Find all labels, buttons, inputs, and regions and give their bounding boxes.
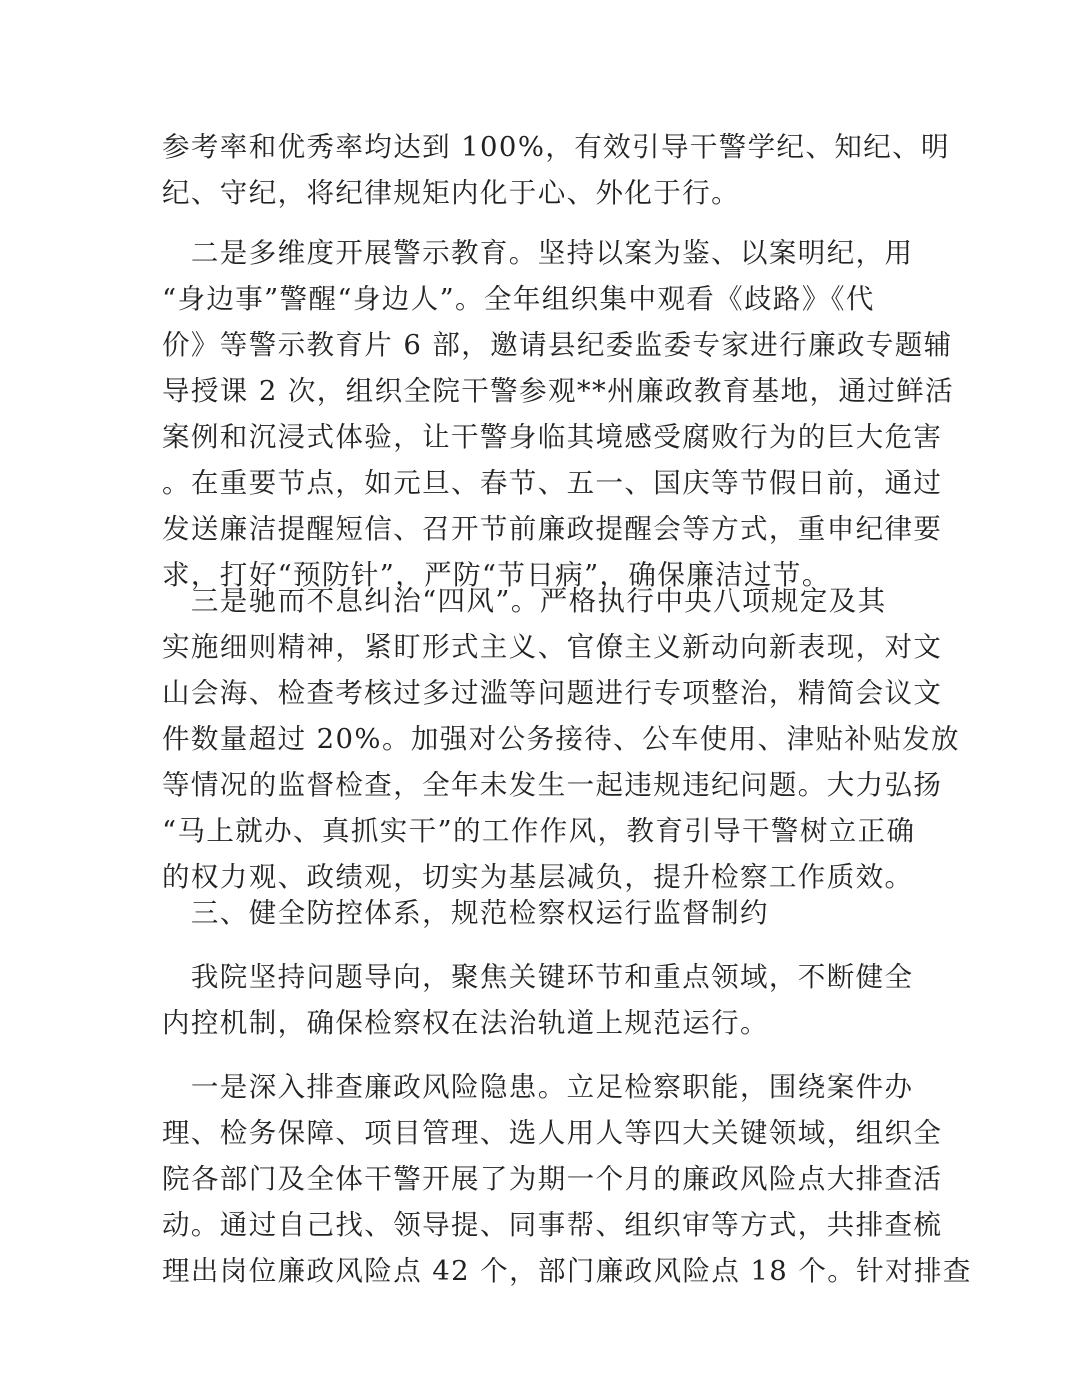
text-line: 我院坚持问题导向，聚焦关键环节和重点领域，不断健全 <box>162 961 914 993</box>
text-line: 理出岗位廉政风险点 42 个，部门廉政风险点 18 个。针对排查 <box>162 1255 972 1287</box>
text-line: 内控机制，确保检察权在法治轨道上规范运行。 <box>162 1007 769 1039</box>
text-line: 理、检务保障、项目管理、选人用人等四大关键领域，组织全 <box>162 1117 943 1149</box>
paragraph-6 <box>162 1064 972 1294</box>
text-line: 价》等警示教育片 6 部，邀请县纪委监委专家进行廉政专题辅 <box>162 329 953 361</box>
text-line: 三是驰而不息纠治“四风”。严格执行中央八项规定及其 <box>162 585 887 617</box>
text-line: 二是多维度开展警示教育。坚持以案为鉴、以案明纪，用 <box>162 237 914 269</box>
paragraph-5 <box>162 954 913 1046</box>
text-line: 导授课 2 次，组织全院干警参观**州廉政教育基地，通过鲜活 <box>162 375 954 407</box>
text-line: 件数量超过 20%。加强对公务接待、公车使用、津贴补贴发放 <box>162 723 960 755</box>
text-line: 纪、守纪，将纪律规矩内化于心、外化于行。 <box>162 177 740 209</box>
text-line: 等情况的监督检查，全年未发生一起违规违纪问题。大力弘扬 <box>162 769 943 801</box>
paragraph-1 <box>162 124 950 216</box>
text-line: 一是深入排查廉政风险隐患。立足检察职能，围绕案件办 <box>162 1071 914 1103</box>
text-line: 的权力观、政绩观，切实为基层减负，提升检察工作质效。 <box>162 861 914 893</box>
text-line: 院各部门及全体干警开展了为期一个月的廉政风险点大排查活 <box>162 1163 943 1195</box>
text-line: 山会海、检查考核过多过滥等问题进行专项整治，精简会议文 <box>162 677 943 709</box>
text-line: 实施细则精神，紧盯形式主义、官僚主义新动向新表现，对文 <box>162 631 943 663</box>
text-line: “马上就办、真抓实干”的工作作风，教育引导干警树立正确 <box>162 815 916 847</box>
text-line: 案例和沉浸式体验，让干警身临其境感受腐败行为的巨大危害 <box>162 421 943 453</box>
text-line: 三、健全防控体系，规范检察权运行监督制约 <box>162 897 769 929</box>
text-line: 。在重要节点，如元旦、春节、五一、国庆等节假日前，通过 <box>162 467 943 499</box>
text-line: 求，打好“预防针”，严防“节日病”，确保廉洁过节。 <box>162 559 831 591</box>
text-line: “身边事”警醒“身边人”。全年组织集中观看《歧路》《代 <box>162 283 875 315</box>
text-line: 发送廉洁提醒短信、召开节前廉政提醒会等方式，重申纪律要 <box>162 513 943 545</box>
paragraph-3 <box>162 578 960 900</box>
text-line: 参考率和优秀率均达到 100%，有效引导干警学纪、知纪、明 <box>162 131 950 163</box>
text-line: 动。通过自己找、领导提、同事帮、组织审等方式，共排查梳 <box>162 1209 943 1241</box>
section-heading <box>162 890 769 936</box>
paragraph-2 <box>162 230 954 598</box>
